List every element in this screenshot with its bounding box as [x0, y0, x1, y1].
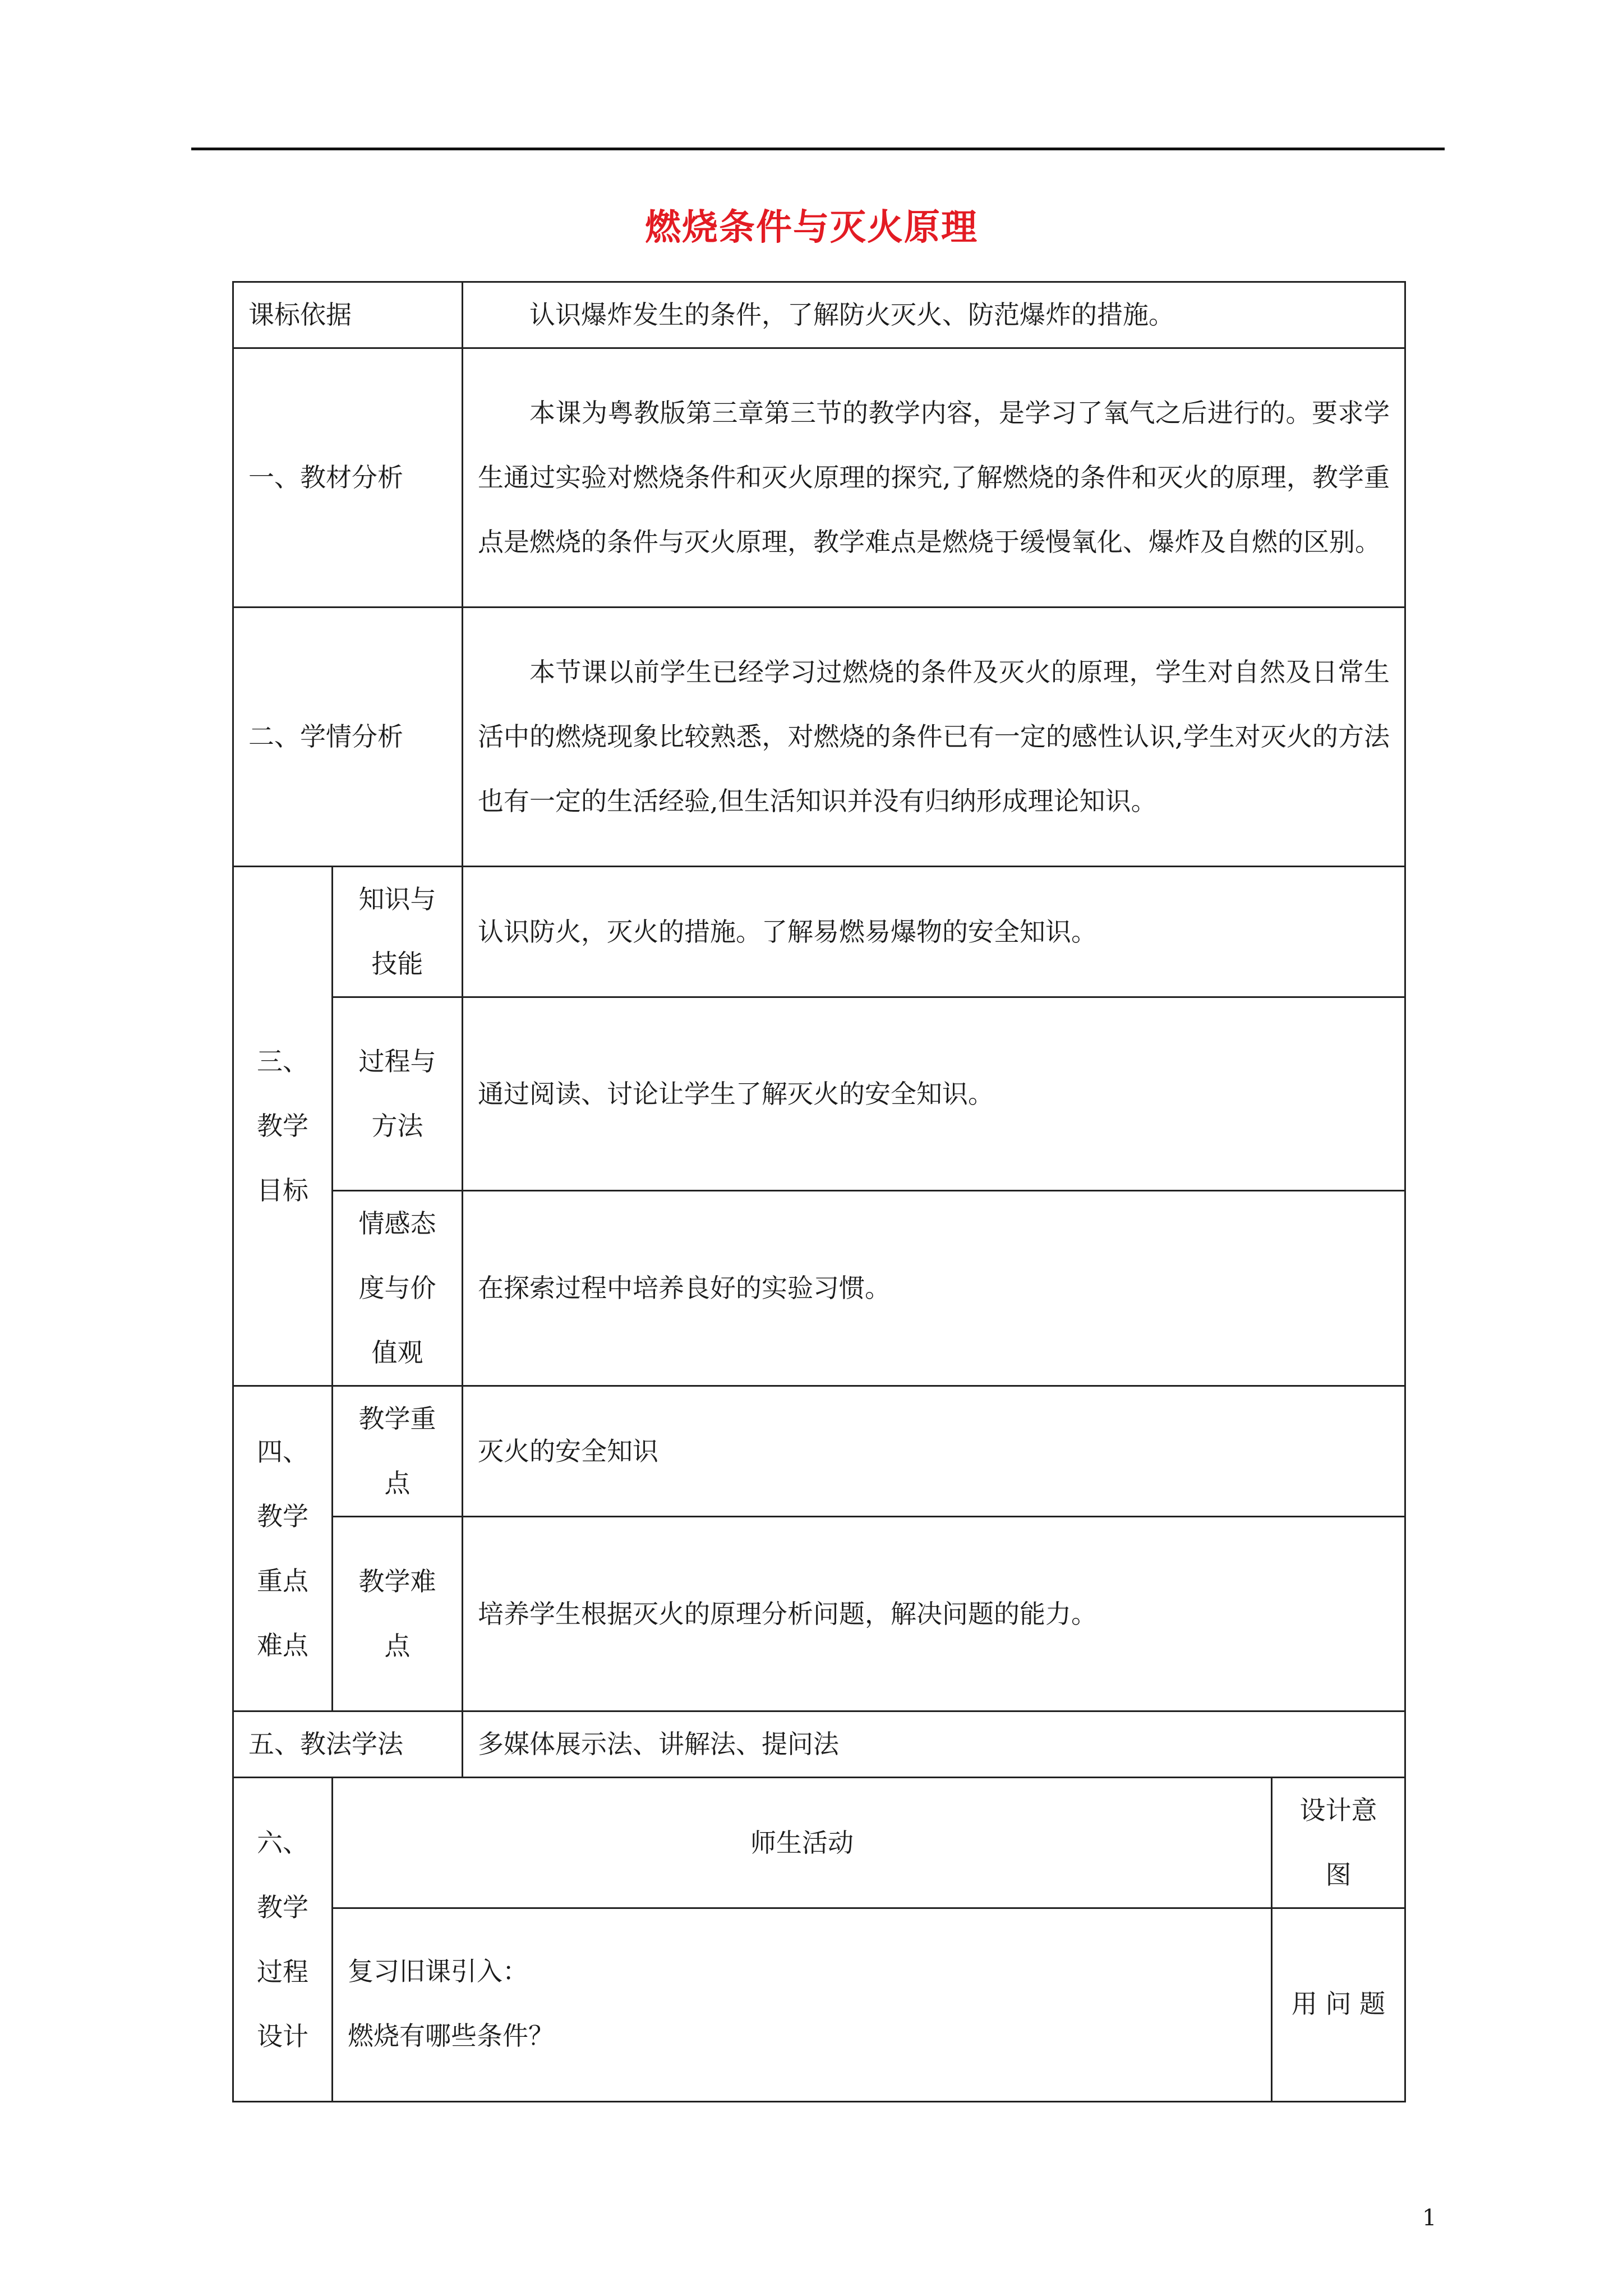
goal-emotion-label: 情感态度与价值观 — [333, 1191, 463, 1386]
key-difficult-label: 四、教学重点难点 — [233, 1386, 333, 1711]
row-textbook-analysis — [233, 348, 1405, 608]
student-analysis-content: 本节课以前学生已经学习过燃烧的条件及灭火的原理，学生对自然及日常生活中的燃烧现象比较熟悉，对燃烧的条件已有一定的感性认识,学生对灭火的方法也有一定的生活经验,但生活知识并没有归纳形成理论知识。 — [463, 608, 1405, 867]
row-goal-emotion — [233, 1191, 1405, 1386]
header-rule — [191, 148, 1445, 150]
process-design-label: 六、教学过程设计 — [233, 1778, 333, 2102]
goal-process-content: 通过阅读、讨论让学生了解灭火的安全知识。 — [463, 997, 1405, 1191]
row-curriculum-basis — [233, 282, 1405, 348]
key-point-content: 灭火的安全知识 — [463, 1386, 1405, 1517]
row-goal-process — [233, 997, 1405, 1191]
row-methods — [233, 1711, 1405, 1778]
methods-content: 多媒体展示法、讲解法、提问法 — [463, 1711, 1405, 1778]
row-student-analysis — [233, 608, 1405, 867]
goal-emotion-content: 在探索过程中培养良好的实验习惯。 — [463, 1191, 1405, 1386]
key-point-label: 教学重点 — [333, 1386, 463, 1517]
intent-column-header: 设计意图 — [1272, 1778, 1405, 1908]
document-title: 燃烧条件与灭火原理 — [645, 206, 978, 249]
page-number: 1 — [1422, 2205, 1437, 2231]
goal-process-label: 过程与方法 — [333, 997, 463, 1191]
row-key-point — [233, 1386, 1405, 1517]
difficult-point-content: 培养学生根据灭火的原理分析问题，解决问题的能力。 — [463, 1517, 1405, 1711]
student-analysis-label: 二、学情分析 — [233, 608, 463, 867]
lesson-plan-table — [232, 281, 1406, 2102]
teaching-goals-label: 三、教学目标 — [233, 867, 333, 1386]
methods-label: 五、教法学法 — [233, 1711, 463, 1778]
activity-column-header: 师生活动 — [333, 1778, 1272, 1908]
textbook-analysis-content: 本课为粤教版第三章第三节的教学内容，是学习了氧气之后进行的。要求学生通过实验对燃烧条件和灭火原理的探究,了解燃烧的条件和灭火的原理，教学重点是燃烧的条件与灭火原理，教学难点是燃烧于缓慢氧化、爆炸及自燃的区别。 — [463, 348, 1405, 608]
curriculum-basis-label: 课标依据 — [233, 282, 463, 348]
activity-line-question: 燃烧有哪些条件？ — [348, 2021, 554, 2051]
goal-knowledge-label: 知识与技能 — [333, 867, 463, 997]
curriculum-basis-content: 认识爆炸发生的条件，了解防火灭火、防范爆炸的措施。 — [463, 282, 1405, 348]
textbook-analysis-label: 一、教材分析 — [233, 348, 463, 608]
activity-line-review: 复习旧课引入： — [348, 1956, 528, 1986]
row-goal-knowledge — [233, 867, 1405, 997]
row-process-header — [233, 1778, 1405, 1908]
row-process-content — [233, 1908, 1405, 2102]
activity-content — [333, 1908, 1272, 2102]
difficult-point-label: 教学难点 — [333, 1517, 463, 1711]
goal-knowledge-content: 认识防火，灭火的措施。了解易燃易爆物的安全知识。 — [463, 867, 1405, 997]
intent-content: 用 问 题 — [1272, 1908, 1405, 2102]
row-difficult-point — [233, 1517, 1405, 1711]
